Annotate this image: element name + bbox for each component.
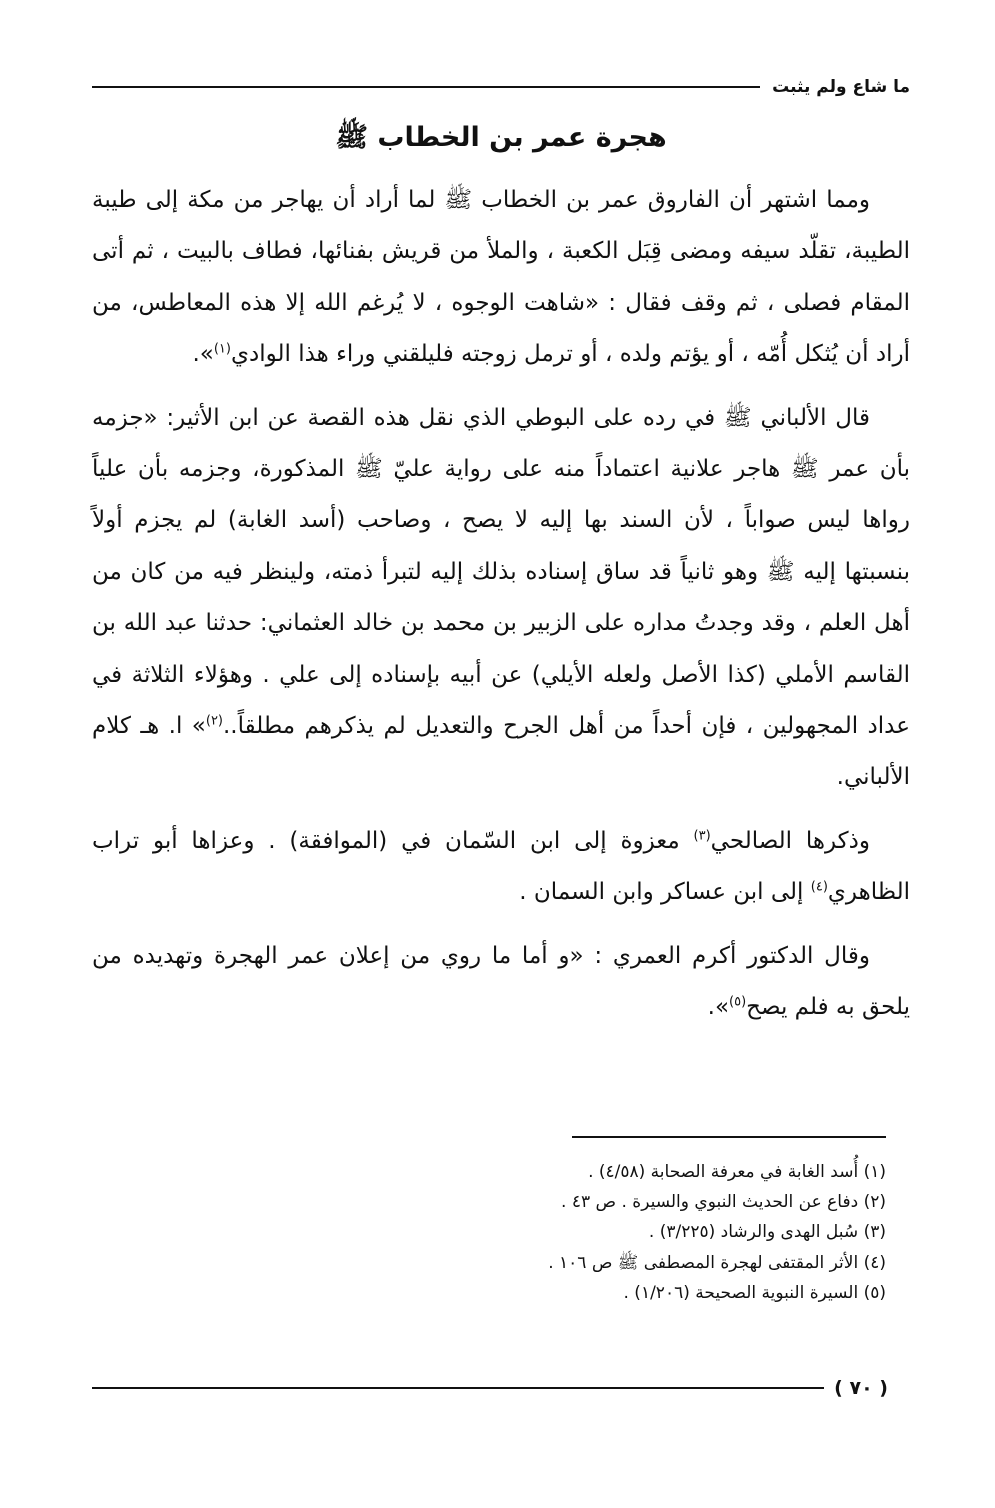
footnote-ref: (٥)	[729, 994, 747, 1010]
page-number: ( ٧٠ )	[834, 1377, 888, 1399]
paragraph-tail: ».	[192, 341, 214, 368]
paragraph-4	[92, 931, 910, 1034]
body-text	[92, 175, 910, 1034]
footnote-1: (١) أُسد الغابة في معرفة الصحابة (٤/٥٨) .	[588, 1162, 886, 1182]
footer-rule	[92, 1387, 824, 1389]
paragraph-text: وقال الدكتور أكرم العمري : «و أما ما روي من إعلان عمر الهجرة وتهديده من يلحق به فلم يصح	[92, 942, 910, 1021]
paragraph-text: ومما اشتهر أن الفاروق عمر بن الخطاب ﷺ لما أراد أن يهاجر من مكة إلى طيبة الطيبة، تقلّد سيفه ومضى قِبَل الكعبة ، والملأ من قريش بفنائها، فطاف بالبيت ، ثم أتى المقام فصلى ، ثم وقف فقال : «شاهت الوجوه ، لا يُرغم الله إلا هذه المعاطس، من أراد أن يُثكل أُمّه ، أو يؤتم ولده ، أو ترمل زوجته فليلقني وراء هذا الوادي	[92, 187, 910, 368]
footnote-3: (٣) سُبل الهدى والرشاد (٣/٢٢٥) .	[648, 1222, 886, 1243]
section-title: هجرة عمر بن الخطاب ﷺ	[335, 122, 667, 153]
running-title: ما شاع ولم يثبت	[772, 77, 910, 97]
paragraph-text: قال الألباني ﷺ في رده على البوطي الذي نقل هذه القصة عن ابن الأثير: «جزمه بأن عمر ﷺ هاجر علانية اعتماداً منه على رواية عليّ ﷺ المذكورة، وجزمه بأن علياً رواها ليس صواباً ، لأن السند بها إليه لا يصح ، وصاحب (أسد الغابة) لم يجزم أولاً بنسبتها إليه ﷺ وهو ثانياً قد ساق إسناده بذلك إليه لتبرأ ذمته، ولينظر فيه من كان من أهل العلم ، وقد وجدتُ مداره على الزبير بن محمد بن خالد العثماني: حدثنا عبد الله بن القاسم الأملي (كذا الأصل ولعله الأيلي) عن أبيه بإسناده إلى علي . وهؤلاء الثلاثة في عداد المجهولين ، فإن أحداً من أهل الجرح والتعديل لم يذكرهم مطلقاً..	[92, 404, 910, 740]
header-rule	[92, 86, 760, 88]
footnote-5: (٥) السيرة النبوية الصحيحة (١/٢٠٦) .	[623, 1282, 886, 1303]
paragraph-3	[92, 816, 910, 919]
footnote-ref: (٢)	[205, 713, 223, 729]
paragraph-tail: إلى ابن عساكر وابن السمان .	[519, 879, 811, 906]
footnotes	[92, 1157, 886, 1308]
paragraph-tail: ».	[707, 994, 730, 1021]
footnote-ref: (١)	[213, 341, 231, 357]
footnote-4: (٤) الأثر المقتفى لهجرة المصطفى ﷺ ص ١٠٦ .	[548, 1252, 886, 1273]
paragraph-tail: » ا. هـ كلام الألباني.	[92, 713, 910, 791]
footnote-ref: (٤)	[810, 879, 828, 895]
running-header	[92, 72, 910, 102]
paragraph-text: وذكرها الصالحي	[710, 827, 870, 854]
paragraph-tail: معزوة إلى ابن السّمان في (الموافقة) . وعزاها أبو تراب الظاهري	[92, 827, 910, 906]
paragraph-2	[92, 393, 910, 804]
footnote-ref: (٣)	[693, 828, 711, 844]
page-footer	[92, 1374, 910, 1402]
paragraph-1	[92, 175, 910, 381]
footnote-2: (٢) دفاع عن الحديث النبوي والسيرة . ص ٤٣ .	[561, 1192, 886, 1213]
footnote-separator	[572, 1136, 886, 1138]
